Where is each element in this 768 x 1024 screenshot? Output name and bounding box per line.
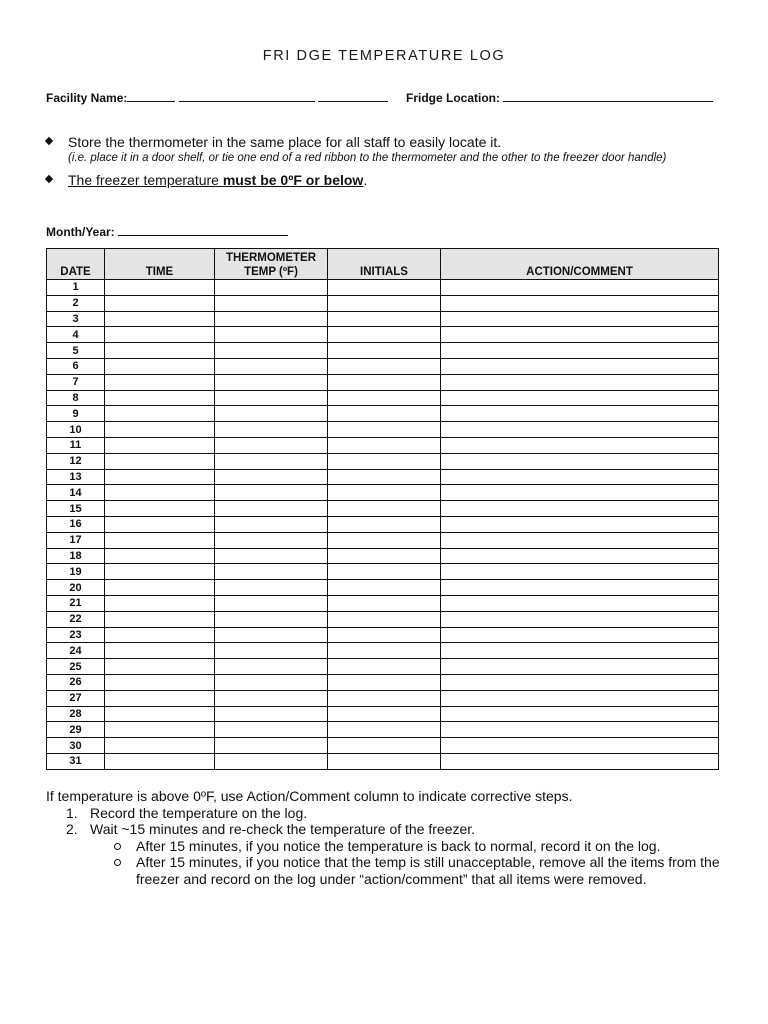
- temp-cell[interactable]: [215, 516, 328, 532]
- fridge-location-label: Fridge Location:: [406, 91, 500, 105]
- initials-cell[interactable]: [328, 611, 441, 627]
- date-cell: 3: [47, 311, 105, 327]
- table-row: [47, 374, 719, 390]
- initials-cell[interactable]: [328, 627, 441, 643]
- table-row: [47, 501, 719, 517]
- date-cell: 31: [47, 753, 105, 769]
- table-row: [47, 422, 719, 438]
- initials-cell[interactable]: [328, 580, 441, 596]
- date-cell: 22: [47, 611, 105, 627]
- initials-cell[interactable]: [328, 722, 441, 738]
- date-cell: 16: [47, 516, 105, 532]
- date-cell: 11: [47, 437, 105, 453]
- date-cell: 7: [47, 374, 105, 390]
- temp-cell[interactable]: [215, 406, 328, 422]
- action-comment-cell[interactable]: [441, 738, 719, 754]
- time-cell[interactable]: [105, 469, 215, 485]
- action-comment-cell[interactable]: [441, 659, 719, 675]
- table-row: [47, 674, 719, 690]
- temp-cell[interactable]: [215, 469, 328, 485]
- action-comment-cell[interactable]: [441, 311, 719, 327]
- fridge-location-field[interactable]: [406, 90, 713, 105]
- instruction-text: Store the thermometer in the same place for all staff to easily locate it.: [68, 134, 502, 150]
- temp-cell[interactable]: [215, 738, 328, 754]
- time-cell[interactable]: [105, 595, 215, 611]
- temp-cell[interactable]: [215, 374, 328, 390]
- initials-cell[interactable]: [328, 437, 441, 453]
- time-cell[interactable]: [105, 516, 215, 532]
- action-comment-cell[interactable]: [441, 722, 719, 738]
- action-comment-cell[interactable]: [441, 406, 719, 422]
- date-cell: 27: [47, 690, 105, 706]
- table-row: [47, 738, 719, 754]
- time-cell[interactable]: [105, 406, 215, 422]
- time-cell[interactable]: [105, 532, 215, 548]
- table-row: [47, 311, 719, 327]
- initials-cell[interactable]: [328, 358, 441, 374]
- temp-cell[interactable]: [215, 611, 328, 627]
- date-cell: 25: [47, 659, 105, 675]
- date-cell: 4: [47, 327, 105, 343]
- initials-cell[interactable]: [328, 548, 441, 564]
- table-row: [47, 627, 719, 643]
- date-cell: 6: [47, 358, 105, 374]
- table-row: [47, 485, 719, 501]
- table-row: [47, 343, 719, 359]
- date-cell: 29: [47, 722, 105, 738]
- temperature-log-table: [46, 248, 719, 770]
- time-cell[interactable]: [105, 706, 215, 722]
- sub-step-text: After 15 minutes, if you notice the temperature is back to normal, record it on the log.: [136, 837, 661, 854]
- time-cell[interactable]: [105, 611, 215, 627]
- time-cell[interactable]: [105, 580, 215, 596]
- initials-cell[interactable]: [328, 564, 441, 580]
- table-row: [47, 595, 719, 611]
- time-cell[interactable]: [105, 437, 215, 453]
- column-header-date: DATE: [47, 249, 105, 280]
- time-cell[interactable]: [105, 690, 215, 706]
- time-cell[interactable]: [105, 390, 215, 406]
- instruction-item: [46, 134, 746, 150]
- initials-cell[interactable]: [328, 374, 441, 390]
- action-comment-cell[interactable]: [441, 390, 719, 406]
- temp-cell[interactable]: [215, 343, 328, 359]
- table-body: [47, 280, 719, 770]
- initials-cell[interactable]: [328, 753, 441, 769]
- table-row: [47, 469, 719, 485]
- time-cell[interactable]: [105, 627, 215, 643]
- initials-cell[interactable]: [328, 485, 441, 501]
- date-cell: 26: [47, 674, 105, 690]
- notes-intro: If temperature is above 0ºF, use Action/Comment column to indicate corrective steps.: [46, 788, 573, 804]
- temp-cell[interactable]: [215, 643, 328, 659]
- table-row: [47, 659, 719, 675]
- initials-cell[interactable]: [328, 327, 441, 343]
- temp-cell[interactable]: [215, 690, 328, 706]
- sub-step-item: [46, 838, 736, 855]
- temp-cell[interactable]: [215, 627, 328, 643]
- table-row: [47, 516, 719, 532]
- instruction-text-bold: must be 0ºF or below: [222, 172, 364, 188]
- initials-cell[interactable]: [328, 501, 441, 517]
- time-cell[interactable]: [105, 453, 215, 469]
- table-row: [47, 643, 719, 659]
- temp-cell[interactable]: [215, 580, 328, 596]
- temp-cell[interactable]: [215, 722, 328, 738]
- date-cell: 21: [47, 595, 105, 611]
- time-cell[interactable]: [105, 659, 215, 675]
- step-number: 2.: [66, 821, 78, 837]
- action-comment-cell[interactable]: [441, 611, 719, 627]
- table-row: [47, 280, 719, 296]
- initials-cell[interactable]: [328, 690, 441, 706]
- table-row: [47, 453, 719, 469]
- date-cell: 24: [47, 643, 105, 659]
- action-comment-cell[interactable]: [441, 501, 719, 517]
- action-comment-cell[interactable]: [441, 643, 719, 659]
- column-header-temp: THERMOMETER TEMP (ºF): [215, 249, 328, 280]
- initials-cell[interactable]: [328, 343, 441, 359]
- temp-cell[interactable]: [215, 548, 328, 564]
- action-comment-cell[interactable]: [441, 358, 719, 374]
- time-cell[interactable]: [105, 327, 215, 343]
- date-cell: 20: [47, 580, 105, 596]
- action-comment-cell[interactable]: [441, 295, 719, 311]
- diamond-bullet-icon: [45, 175, 53, 183]
- time-cell[interactable]: [105, 280, 215, 296]
- table-row: [47, 722, 719, 738]
- action-comment-cell[interactable]: [441, 706, 719, 722]
- temp-cell[interactable]: [215, 437, 328, 453]
- table-row: [47, 327, 719, 343]
- temp-cell[interactable]: [215, 327, 328, 343]
- table-row: [47, 690, 719, 706]
- step-text: Wait ~15 minutes and re-check the temperature of the freezer.: [90, 821, 476, 837]
- column-header-time: TIME: [105, 249, 215, 280]
- initials-cell[interactable]: [328, 280, 441, 296]
- page-title: FRI DGE TEMPERATURE LOG: [262, 48, 506, 64]
- action-comment-cell[interactable]: [441, 280, 719, 296]
- instructions-list: [46, 134, 746, 188]
- initials-cell[interactable]: [328, 469, 441, 485]
- date-cell: 1: [47, 280, 105, 296]
- date-cell: 9: [47, 406, 105, 422]
- action-comment-cell[interactable]: [441, 485, 719, 501]
- action-comment-cell[interactable]: [441, 595, 719, 611]
- facility-name-field[interactable]: [46, 90, 388, 105]
- action-comment-cell[interactable]: [441, 437, 719, 453]
- table-row: [47, 564, 719, 580]
- step-text: Record the temperature on the log.: [90, 804, 308, 821]
- time-cell[interactable]: [105, 422, 215, 438]
- circle-bullet-icon: [114, 859, 121, 866]
- initials-cell[interactable]: [328, 516, 441, 532]
- column-header-action-comment: ACTION/COMMENT: [441, 249, 719, 280]
- temp-cell[interactable]: [215, 659, 328, 675]
- date-cell: 5: [47, 343, 105, 359]
- temp-cell[interactable]: [215, 422, 328, 438]
- temp-cell[interactable]: [215, 311, 328, 327]
- date-cell: 10: [47, 422, 105, 438]
- date-cell: 28: [47, 706, 105, 722]
- action-comment-cell[interactable]: [441, 532, 719, 548]
- time-cell[interactable]: [105, 753, 215, 769]
- date-cell: 13: [47, 469, 105, 485]
- temp-cell[interactable]: [215, 564, 328, 580]
- action-comment-cell[interactable]: [441, 674, 719, 690]
- date-cell: 19: [47, 564, 105, 580]
- table-row: [47, 611, 719, 627]
- date-cell: 17: [47, 532, 105, 548]
- table-header-row: [47, 249, 719, 280]
- initials-cell[interactable]: [328, 643, 441, 659]
- initials-cell[interactable]: [328, 311, 441, 327]
- instruction-text-suffix: .: [363, 172, 368, 188]
- temp-cell[interactable]: [215, 501, 328, 517]
- time-cell[interactable]: [105, 374, 215, 390]
- column-header-initials: INITIALS: [328, 249, 441, 280]
- initials-cell[interactable]: [328, 738, 441, 754]
- action-comment-cell[interactable]: [441, 548, 719, 564]
- table-row: [47, 358, 719, 374]
- time-cell[interactable]: [105, 358, 215, 374]
- time-cell[interactable]: [105, 485, 215, 501]
- time-cell[interactable]: [105, 501, 215, 517]
- sub-step-text: After 15 minutes, if you notice that the temp is still unacceptable, remove all the items from the freezer and record on the log under “action/comment” that all items were removed.: [136, 854, 720, 887]
- action-comment-cell[interactable]: [441, 374, 719, 390]
- instruction-text-prefix: The freezer temperature: [68, 172, 223, 188]
- date-cell: 14: [47, 485, 105, 501]
- month-year-field[interactable]: [46, 224, 288, 239]
- temp-cell[interactable]: [215, 532, 328, 548]
- table-row: [47, 580, 719, 596]
- initials-cell[interactable]: [328, 406, 441, 422]
- instruction-item: [46, 172, 746, 188]
- month-year-label: Month/Year:: [46, 225, 115, 239]
- time-cell[interactable]: [105, 564, 215, 580]
- step-item: [46, 821, 736, 838]
- date-cell: 30: [47, 738, 105, 754]
- corrective-steps: [46, 788, 736, 887]
- action-comment-cell[interactable]: [441, 627, 719, 643]
- time-cell[interactable]: [105, 643, 215, 659]
- table-row: [47, 532, 719, 548]
- initials-cell[interactable]: [328, 674, 441, 690]
- diamond-bullet-icon: [45, 137, 53, 145]
- instruction-text: [68, 172, 363, 188]
- step-number: 1.: [66, 804, 78, 821]
- action-comment-cell[interactable]: [441, 580, 719, 596]
- temp-cell[interactable]: [215, 295, 328, 311]
- initials-cell[interactable]: [328, 659, 441, 675]
- table-row: [47, 437, 719, 453]
- time-cell[interactable]: [105, 722, 215, 738]
- time-cell[interactable]: [105, 548, 215, 564]
- temp-cell[interactable]: [215, 390, 328, 406]
- date-cell: 15: [47, 501, 105, 517]
- time-cell[interactable]: [105, 738, 215, 754]
- circle-bullet-icon: [114, 843, 121, 850]
- time-cell[interactable]: [105, 674, 215, 690]
- time-cell[interactable]: [105, 343, 215, 359]
- temp-cell[interactable]: [215, 485, 328, 501]
- table-row: [47, 753, 719, 769]
- initials-cell[interactable]: [328, 532, 441, 548]
- facility-name-label: Facility Name:: [46, 91, 128, 105]
- temp-cell[interactable]: [215, 753, 328, 769]
- action-comment-cell[interactable]: [441, 469, 719, 485]
- action-comment-cell[interactable]: [441, 327, 719, 343]
- initials-cell[interactable]: [328, 706, 441, 722]
- date-cell: 2: [47, 295, 105, 311]
- temp-cell[interactable]: [215, 280, 328, 296]
- temp-cell[interactable]: [215, 358, 328, 374]
- table-row: [47, 295, 719, 311]
- initials-cell[interactable]: [328, 390, 441, 406]
- action-comment-cell[interactable]: [441, 564, 719, 580]
- date-cell: 23: [47, 627, 105, 643]
- action-comment-cell[interactable]: [441, 453, 719, 469]
- action-comment-cell[interactable]: [441, 343, 719, 359]
- date-cell: 12: [47, 453, 105, 469]
- action-comment-cell[interactable]: [441, 690, 719, 706]
- table-row: [47, 406, 719, 422]
- initials-cell[interactable]: [328, 422, 441, 438]
- step-item: [46, 805, 736, 822]
- temp-cell[interactable]: [215, 453, 328, 469]
- table-row: [47, 390, 719, 406]
- action-comment-cell[interactable]: [441, 753, 719, 769]
- table-row: [47, 548, 719, 564]
- time-cell[interactable]: [105, 311, 215, 327]
- date-cell: 18: [47, 548, 105, 564]
- temp-cell[interactable]: [215, 706, 328, 722]
- table-row: [47, 706, 719, 722]
- date-cell: 8: [47, 390, 105, 406]
- initials-cell[interactable]: [328, 295, 441, 311]
- sub-step-item: [46, 854, 736, 887]
- time-cell[interactable]: [105, 295, 215, 311]
- initials-cell[interactable]: [328, 453, 441, 469]
- instruction-subtext: (i.e. place it in a door shelf, or tie one end of a red ribbon to the thermometer and the other to the freezer door handle): [68, 152, 667, 164]
- initials-cell[interactable]: [328, 595, 441, 611]
- action-comment-cell[interactable]: [441, 516, 719, 532]
- action-comment-cell[interactable]: [441, 422, 719, 438]
- temp-cell[interactable]: [215, 595, 328, 611]
- temp-cell[interactable]: [215, 674, 328, 690]
